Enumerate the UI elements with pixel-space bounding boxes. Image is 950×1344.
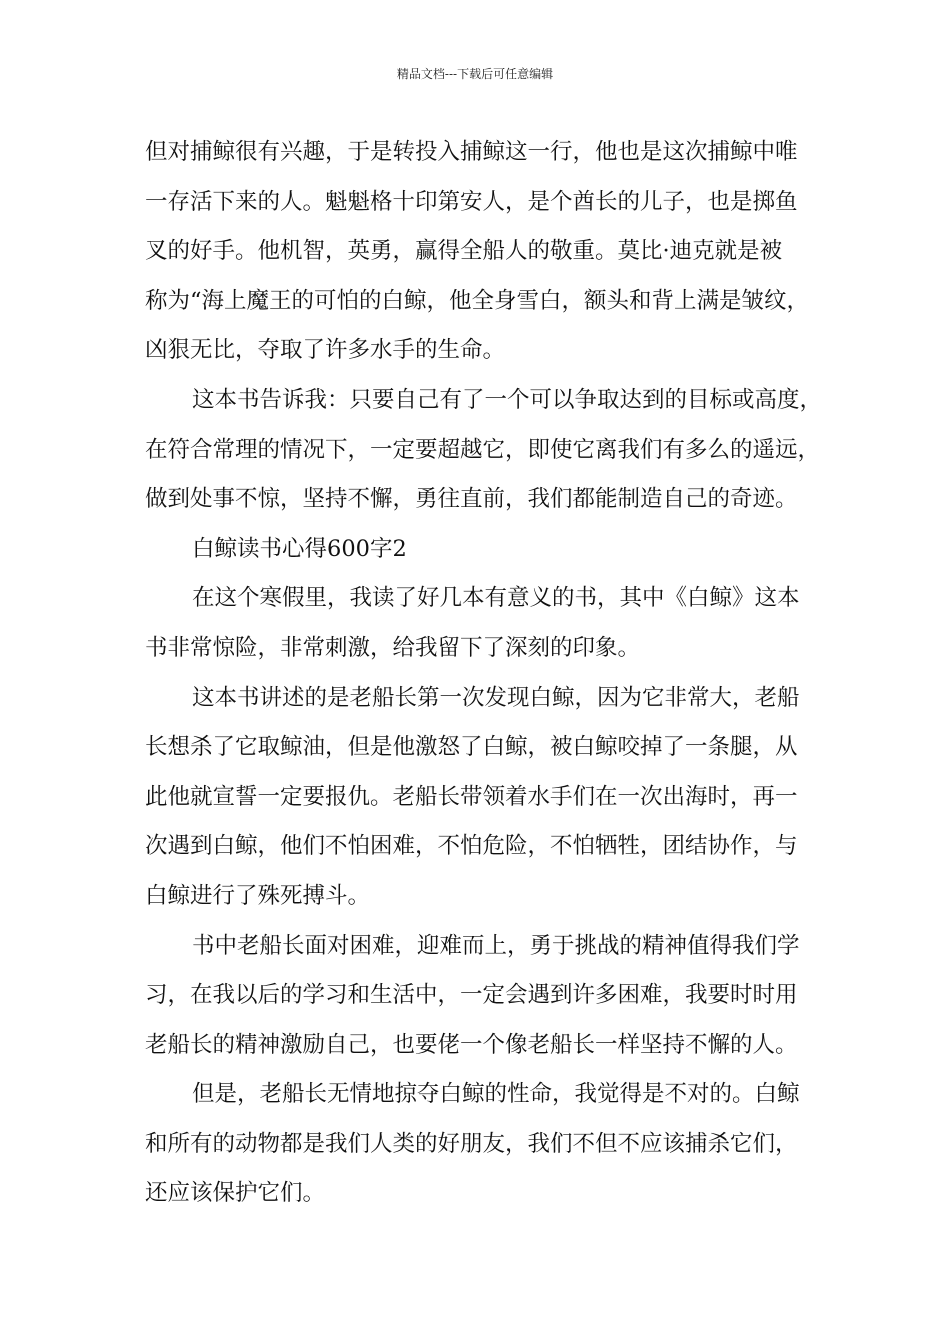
text-line: 称为“海上魔王的可怕的白鲸，他全身雪白，额头和背上满是皱纹， xyxy=(145,287,810,314)
paragraph-first-line: 书中老船长面对困难，迎难而上，勇于挑战的精神值得我们学 xyxy=(192,932,800,959)
text-line: 叉的好手。他机智，英勇，赢得全船人的敬重。莫比·迪克就是被 xyxy=(145,238,783,265)
text-line: 此他就宣誓一定要报仇。老船长带领着水手们在一次出海时，再一 xyxy=(145,783,798,810)
text-line: 凶狠无比，夺取了许多水手的生命。 xyxy=(145,337,506,364)
text-line: 书非常惊险，非常刺激，给我留下了深刻的印象。 xyxy=(145,634,641,661)
text-line: 习，在我以后的学习和生活中，一定会遇到许多困难，我要时时用 xyxy=(145,982,798,1009)
paragraph-first-line: 但是，老船长无情地掠夺白鲸的性命，我觉得是不对的。白鲸 xyxy=(192,1081,800,1108)
paragraph-first-line: 这本书讲述的是老船长第一次发现白鲸，因为它非常大，老船 xyxy=(192,684,800,711)
text-line: 在符合常理的情况下，一定要超越它，即使它离我们有多么的遥远， xyxy=(145,436,821,463)
text-line: 白鲸进行了殊死搏斗。 xyxy=(145,882,371,909)
section-title: 白鲸读书心得600字2 xyxy=(192,535,407,562)
text-line: 但对捕鲸很有兴趣，于是转投入捕鲸这一行，他也是这次捕鲸中唯 xyxy=(145,139,798,165)
text-line: 做到处事不惊，坚持不懈，勇往直前，我们都能制造自己的奇迹。 xyxy=(145,486,798,513)
text-line: 还应该保护它们。 xyxy=(145,1180,326,1207)
text-line: 一存活下来的人。魁魁格十印第安人，是个酋长的儿子，也是掷鱼 xyxy=(145,188,798,215)
paragraph-first-line: 这本书告诉我：只要自己有了一个可以争取达到的目标或高度， xyxy=(192,386,823,413)
document-body xyxy=(145,128,835,1219)
text-line: 长想杀了它取鲸油，但是他激怒了白鲸，被白鲸咬掉了一条腿，从 xyxy=(145,734,798,761)
text-line: 次遇到白鲸，他们不怕困难，不怕危险，不怕牺牲，团结协作，与 xyxy=(145,833,798,860)
page-header: 精品文档---下载后可任意编辑 xyxy=(396,67,554,81)
text-line: 和所有的动物都是我们人类的好朋友，我们不但不应该捕杀它们， xyxy=(145,1130,798,1157)
text-line: 老船长的精神激励自己，也要佬一个像老船长一样坚持不懈的人。 xyxy=(145,1031,798,1058)
paragraph-first-line: 在这个寒假里，我读了好几本有意义的书，其中《白鲸》这本 xyxy=(192,585,800,612)
